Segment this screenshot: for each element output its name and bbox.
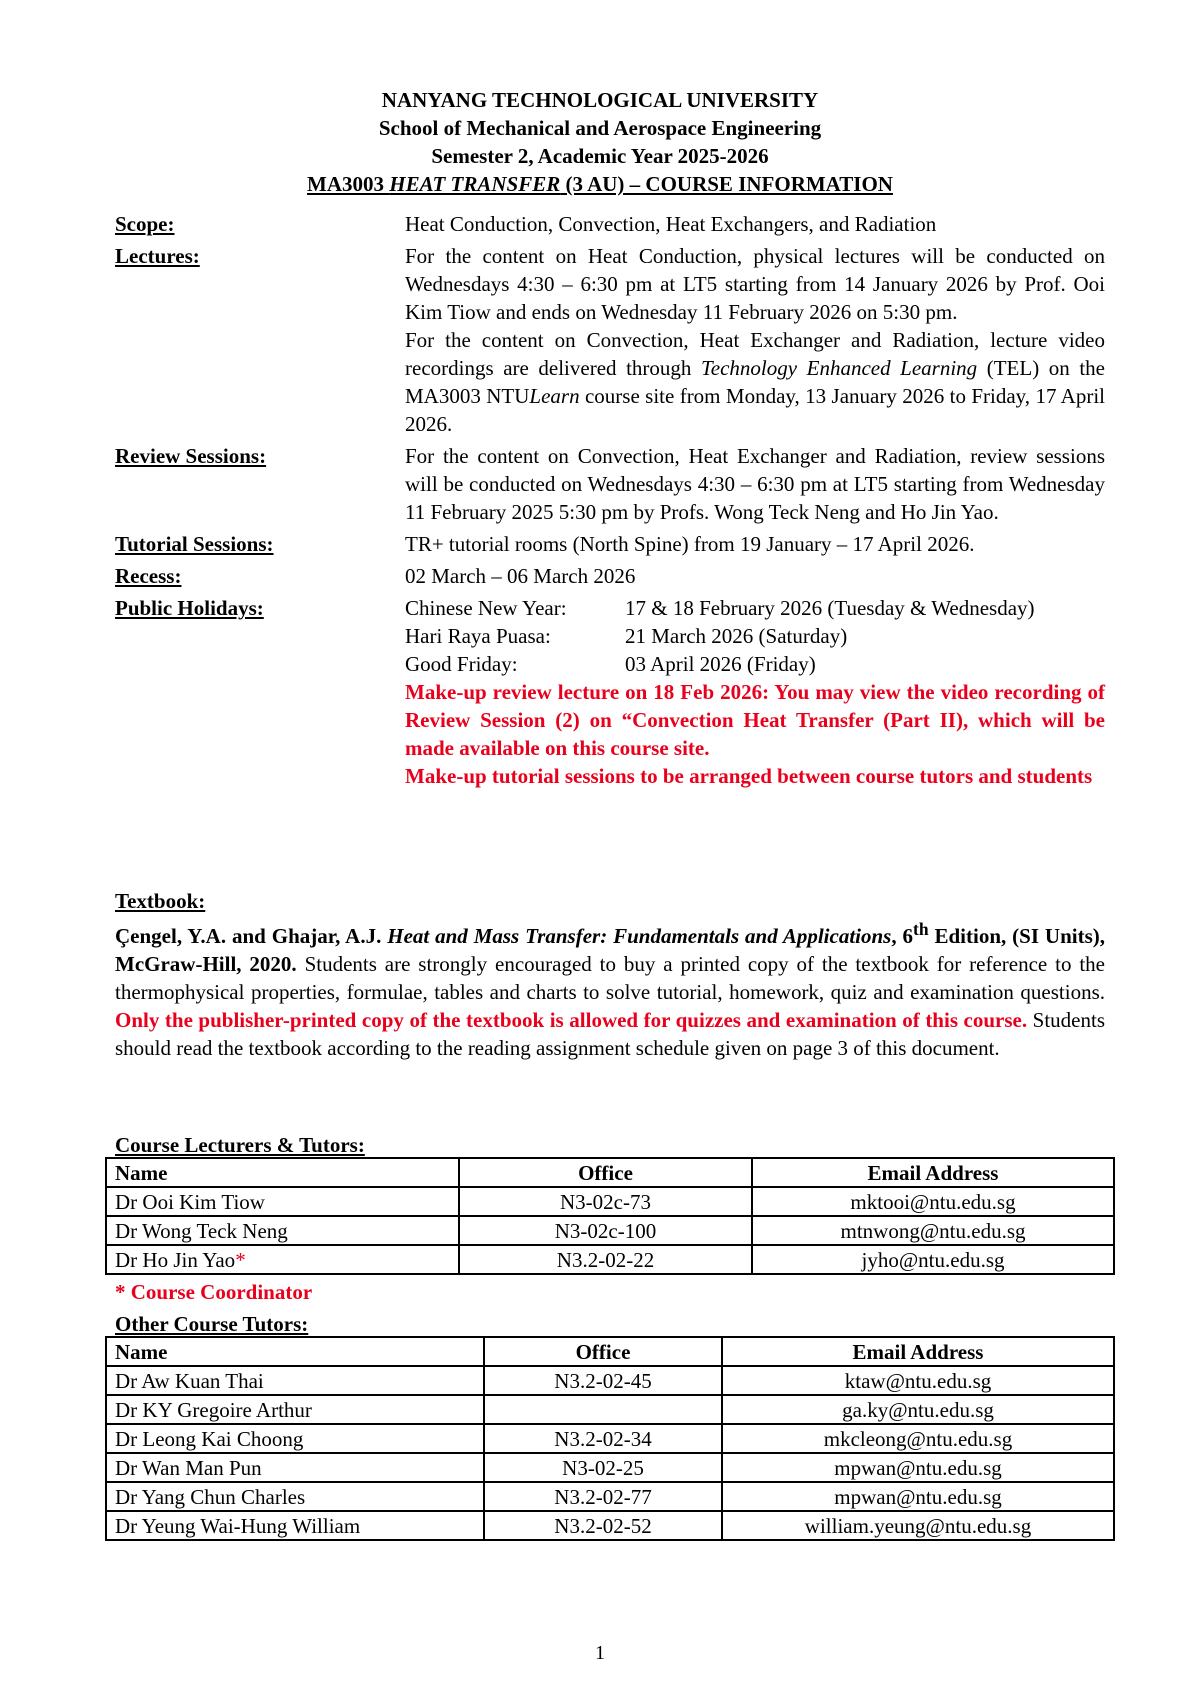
tutor-email[interactable]: mpwan@ntu.edu.sg — [722, 1482, 1114, 1511]
lecturer-name-cell — [106, 1245, 459, 1274]
header-office: Office — [459, 1158, 752, 1187]
tutors-title: Other Course Tutors: — [115, 1312, 309, 1336]
tutor-office: N3.2-02-34 — [484, 1424, 722, 1453]
lecturer-email[interactable]: mktooi@ntu.edu.sg — [752, 1187, 1114, 1216]
lecturer-name: Dr Wong Teck Neng — [106, 1216, 459, 1245]
table-row — [106, 1424, 1114, 1453]
tutorial-label: Tutorial Sessions: — [115, 532, 274, 556]
lectures-value — [405, 242, 1105, 438]
textbook-publisher: Edition, (SI Units), McGraw-Hill, 2020. — [115, 924, 1105, 976]
textbook-edition: , 6 — [891, 924, 914, 948]
tutorial-value: TR+ tutorial rooms (North Spine) from 19 January – 17 April 2026. — [405, 532, 975, 556]
holiday-item — [405, 622, 1105, 650]
lectures-p2-text: For the content on Convection, Heat Exchanger and Radiation, lecture video recordings are delivered through — [405, 328, 1105, 380]
holidays-value — [405, 594, 1105, 790]
tutor-name: Dr KY Gregoire Arthur — [106, 1395, 484, 1424]
tutor-name: Dr Leong Kai Choong — [106, 1424, 484, 1453]
tutor-name: Dr Wan Man Pun — [106, 1453, 484, 1482]
lecturer-name: Dr Ooi Kim Tiow — [106, 1187, 459, 1216]
holidays-row — [115, 594, 1105, 790]
lectures-p2-text-2: (TEL) on the MA3003 NTU — [405, 356, 1105, 408]
coordinator-note: * Course Coordinator — [115, 1280, 313, 1304]
header-office: Office — [484, 1337, 722, 1366]
tutor-email[interactable]: mpwan@ntu.edu.sg — [722, 1453, 1114, 1482]
lecturer-name: Dr Ho Jin Yao — [115, 1247, 236, 1272]
lecturers-table — [105, 1157, 1115, 1275]
course-suffix: (3 AU) – COURSE INFORMATION — [560, 172, 893, 196]
school-name: School of Mechanical and Aerospace Engineering — [378, 116, 822, 140]
course-code: MA3003 — [307, 172, 390, 196]
review-value: For the content on Convection, Heat Exchanger and Radiation, review sessions will be conducted on Wednesdays 4:30 – 6:30 pm at LT5 starting from Wednesday 11 February 2025 5:30 pm by Profs. Wong Teck Neng and Ho Jin Yao. — [405, 444, 1105, 524]
makeup-tutorial-note: Make-up tutorial sessions to be arranged between course tutors and students — [405, 764, 1093, 788]
scope-value: Heat Conduction, Convection, Heat Exchangers, and Radiation — [405, 212, 937, 236]
textbook-label: Textbook: — [115, 889, 206, 913]
lecturer-office: N3-02c-100 — [459, 1216, 752, 1245]
makeup-lecture-note: Make-up review lecture on 18 Feb 2026: You may view the video recording of Review Session (2) on “Convection Heat Transfer (Part II), which will be made available on this course site. — [405, 680, 1105, 760]
page-number: 1 — [595, 1642, 605, 1664]
review-label: Review Sessions: — [115, 444, 267, 468]
recess-value: 02 March – 06 March 2026 — [405, 564, 636, 588]
course-info — [115, 210, 1105, 790]
textbook-text: Students are strongly encouraged to buy a printed copy of the textbook for reference to the thermophysical properties, formulae, tables and charts to solve tutorial, homework, quiz and examination questions. — [115, 952, 1106, 1004]
tutor-office: N3.2-02-52 — [484, 1511, 722, 1540]
scope-label: Scope: — [115, 212, 175, 236]
textbook-paragraph — [115, 915, 1105, 1062]
tutor-office — [484, 1395, 722, 1424]
lectures-row — [115, 242, 1105, 438]
lectures-paragraph-1: For the content on Heat Conduction, physical lectures will be conducted on Wednesdays 4:30 – 6:30 pm at LT5 starting from 14 January 2026 by Prof. Ooi Kim Tiow and ends on Wednesday 11 February 2026 on 5:30 pm. — [405, 244, 1105, 324]
table-row — [106, 1511, 1114, 1540]
tutor-email[interactable]: ktaw@ntu.edu.sg — [722, 1366, 1114, 1395]
holidays-label: Public Holidays: — [115, 596, 264, 620]
course-name: HEAT TRANSFER — [389, 172, 561, 196]
tutor-name: Dr Yang Chun Charles — [106, 1482, 484, 1511]
tel-term: Technology Enhanced Learning — [701, 356, 978, 380]
document-header — [0, 86, 1200, 198]
scope-row — [115, 210, 1105, 238]
tutor-office: N3.2-02-45 — [484, 1366, 722, 1395]
header-email: Email Address — [722, 1337, 1114, 1366]
holiday-name: Good Friday: — [405, 652, 518, 676]
tutor-office: N3-02-25 — [484, 1453, 722, 1482]
lectures-paragraph-2 — [405, 326, 1105, 438]
tutors-table — [105, 1336, 1115, 1541]
table-row — [106, 1187, 1114, 1216]
table-header-row — [106, 1337, 1114, 1366]
recess-row — [115, 562, 1105, 590]
lecturers-title: Course Lecturers & Tutors: — [115, 1133, 365, 1157]
course-title — [0, 170, 1200, 198]
learn-term: Learn — [529, 384, 580, 408]
lecturer-email[interactable]: mtnwong@ntu.edu.sg — [752, 1216, 1114, 1245]
coordinator-star: * — [235, 1247, 246, 1272]
tutor-email[interactable]: mkcleong@ntu.edu.sg — [722, 1424, 1114, 1453]
table-header-row — [106, 1158, 1114, 1187]
textbook-warning: Only the publisher-printed copy of the textbook is allowed for quizzes and examination of this course. — [115, 1008, 1028, 1032]
holiday-name: Chinese New Year: — [405, 596, 567, 620]
semester-line: Semester 2, Academic Year 2025-2026 — [431, 144, 769, 168]
holiday-name: Hari Raya Puasa: — [405, 624, 551, 648]
table-row — [106, 1453, 1114, 1482]
holiday-item — [405, 594, 1105, 622]
lecturer-email[interactable]: jyho@ntu.edu.sg — [752, 1245, 1114, 1274]
table-row — [106, 1482, 1114, 1511]
textbook-section — [115, 887, 1105, 1062]
tutor-name: Dr Yeung Wai-Hung William — [106, 1511, 484, 1540]
header-name: Name — [106, 1158, 459, 1187]
textbook-edition-sup: th — [913, 919, 929, 939]
textbook-text-2: Students should read the textbook according to the reading assignment schedule given on page 3 of this document. — [115, 1008, 1105, 1060]
lecturer-office: N3.2-02-22 — [459, 1245, 752, 1274]
tutor-office: N3.2-02-77 — [484, 1482, 722, 1511]
lecturer-office: N3-02c-73 — [459, 1187, 752, 1216]
tutor-name: Dr Aw Kuan Thai — [106, 1366, 484, 1395]
table-row — [106, 1245, 1114, 1274]
header-email: Email Address — [752, 1158, 1114, 1187]
table-row — [106, 1216, 1114, 1245]
tutorial-row — [115, 530, 1105, 558]
holiday-date: 03 April 2026 (Friday) — [625, 652, 816, 676]
tutor-email[interactable]: ga.ky@ntu.edu.sg — [722, 1395, 1114, 1424]
lectures-p2-text-3: course site from Monday, 13 January 2026 to Friday, 17 April 2026. — [405, 384, 1105, 436]
holiday-date: 17 & 18 February 2026 (Tuesday & Wednesday) — [625, 596, 1035, 620]
table-row — [106, 1366, 1114, 1395]
holiday-item — [405, 650, 1105, 678]
textbook-title: Heat and Mass Transfer: Fundamentals and Applications — [387, 924, 892, 948]
university-name: NANYANG TECHNOLOGICAL UNIVERSITY — [381, 88, 819, 112]
header-name: Name — [106, 1337, 484, 1366]
textbook-authors: Çengel, Y.A. and Ghajar, A.J. — [115, 924, 388, 948]
lectures-label: Lectures: — [115, 244, 200, 268]
recess-label: Recess: — [115, 564, 182, 588]
table-row — [106, 1395, 1114, 1424]
tutor-email[interactable]: william.yeung@ntu.edu.sg — [722, 1511, 1114, 1540]
review-row — [115, 442, 1105, 526]
holiday-date: 21 March 2026 (Saturday) — [625, 624, 848, 648]
